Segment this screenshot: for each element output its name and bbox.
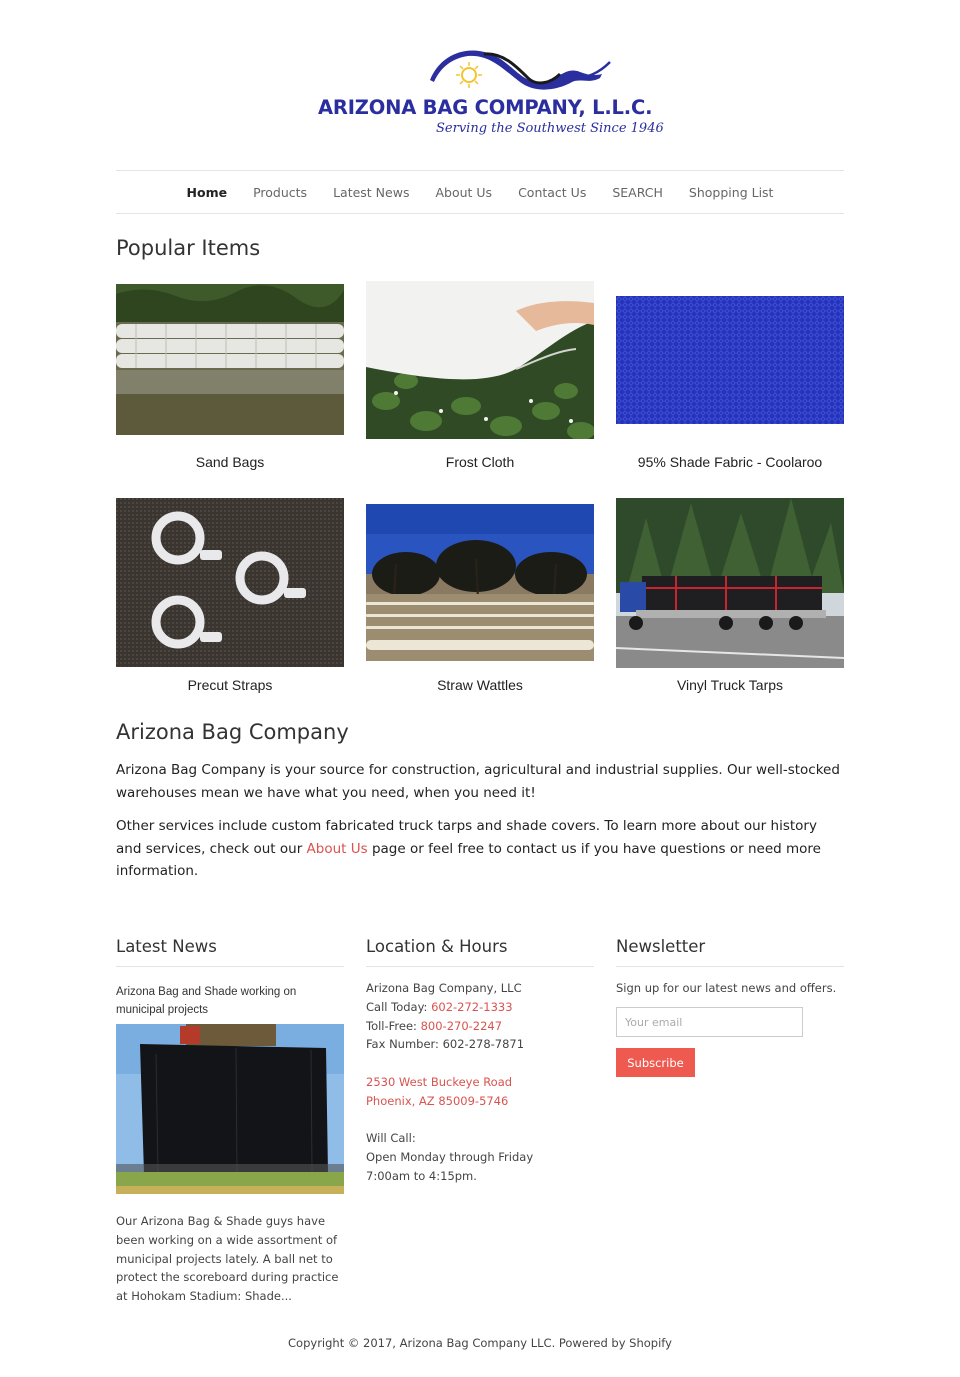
location-hours-column xyxy=(366,937,594,1186)
about-text-after-link: page or feel free to contact us if you have questions or need more information. xyxy=(116,840,821,879)
main-nav xyxy=(116,170,844,214)
about-us-link[interactable]: About Us xyxy=(306,840,368,857)
product-name-straw-wattles[interactable]: Straw Wattles xyxy=(437,677,523,693)
newsletter-heading: Newsletter xyxy=(616,937,844,967)
newsletter-column xyxy=(616,937,844,1097)
latest-news-column xyxy=(116,937,344,1317)
about-text-before-link: Other services include custom fabricated truck tarps and shade covers. To learn more about our history and services, check out our xyxy=(116,818,817,857)
footer-copyright: Copyright © 2017, Arizona Bag Company LLC. Powered by Shopify xyxy=(288,1336,672,1350)
hours-times: 7:00am to 4:15pm. xyxy=(366,1168,477,1183)
nav-item-search[interactable]: SEARCH xyxy=(612,184,663,200)
product-image-frost-cloth[interactable] xyxy=(366,281,594,439)
product-image-precut-straps[interactable] xyxy=(116,498,344,667)
about-paragraph-2 xyxy=(116,815,846,883)
product-name-vinyl-truck-tarps[interactable]: Vinyl Truck Tarps xyxy=(676,677,784,693)
newsletter-text: Sign up for our latest news and offers. xyxy=(616,981,837,995)
phone-link[interactable]: 602-272-1333 xyxy=(431,999,513,1014)
site-logo[interactable] xyxy=(316,44,664,144)
news-article-image[interactable] xyxy=(116,1024,344,1194)
nav-item-shopping-list[interactable]: Shopping List xyxy=(688,184,774,200)
latest-news-heading: Latest News xyxy=(116,937,344,967)
phone-label: Call Today: xyxy=(366,999,432,1014)
about-heading: Arizona Bag Company xyxy=(116,720,349,744)
hours-days: Open Monday through Friday xyxy=(366,1150,534,1165)
news-article-excerpt: Our Arizona Bag & Shade guys have been working on a wide assortment of municipal projects lately. A ball net to protect the scoreboard during practice at Hohokam Stadium: Shade... xyxy=(116,1214,339,1304)
tollfree-label: Toll-Free: xyxy=(366,1018,421,1033)
logo-company-name: ARIZONA BAG COMPANY, L.L.C. xyxy=(318,96,653,119)
subscribe-button[interactable]: Subscribe xyxy=(616,1048,695,1077)
news-article-title[interactable]: Arizona Bag and Shade working on municipal projects xyxy=(116,986,297,1016)
nav-item-latest-news[interactable]: Latest News xyxy=(333,184,410,200)
product-image-sand-bags[interactable] xyxy=(116,284,344,435)
fax-number: Fax Number: 602-278-7871 xyxy=(366,1037,525,1052)
product-name-frost-cloth[interactable]: Frost Cloth xyxy=(445,454,515,470)
product-image-straw-wattles[interactable] xyxy=(366,504,594,661)
product-image-shade-fabric[interactable] xyxy=(616,296,844,424)
product-image-vinyl-truck-tarps[interactable] xyxy=(616,498,844,668)
product-name-sand-bags[interactable]: Sand Bags xyxy=(195,454,265,470)
will-call-label: Will Call: xyxy=(366,1131,416,1146)
location-hours-heading: Location & Hours xyxy=(366,937,594,967)
company-name: Arizona Bag Company, LLC xyxy=(366,981,522,995)
nav-item-contact-us[interactable]: Contact Us xyxy=(518,184,587,200)
tollfree-line xyxy=(366,1017,594,1036)
address-line-2-link[interactable]: Phoenix, AZ 85009-5746 xyxy=(366,1093,509,1108)
newsletter-email-input[interactable] xyxy=(616,1007,803,1037)
tollfree-link[interactable]: 800-270-2247 xyxy=(420,1018,503,1033)
nav-item-home[interactable]: Home xyxy=(186,184,228,200)
product-name-precut-straps[interactable]: Precut Straps xyxy=(187,677,273,693)
phone-line xyxy=(366,998,594,1017)
logo-wave-sun-icon xyxy=(424,44,614,94)
nav-item-about-us[interactable]: About Us xyxy=(435,184,493,200)
about-paragraph-1: Arizona Bag Company is your source for construction, agricultural and industrial supplies. Our well-stocked warehouses mean we have what you need, when you need it! xyxy=(116,762,840,801)
popular-items-heading: Popular Items xyxy=(116,236,261,260)
nav-item-products[interactable]: Products xyxy=(253,184,308,200)
logo-tagline: Serving the Southwest Since 1946 xyxy=(436,121,664,136)
address-line-1-link[interactable]: 2530 West Buckeye Road xyxy=(366,1074,513,1089)
product-name-shade-fabric[interactable]: 95% Shade Fabric - Coolaroo xyxy=(637,454,823,470)
